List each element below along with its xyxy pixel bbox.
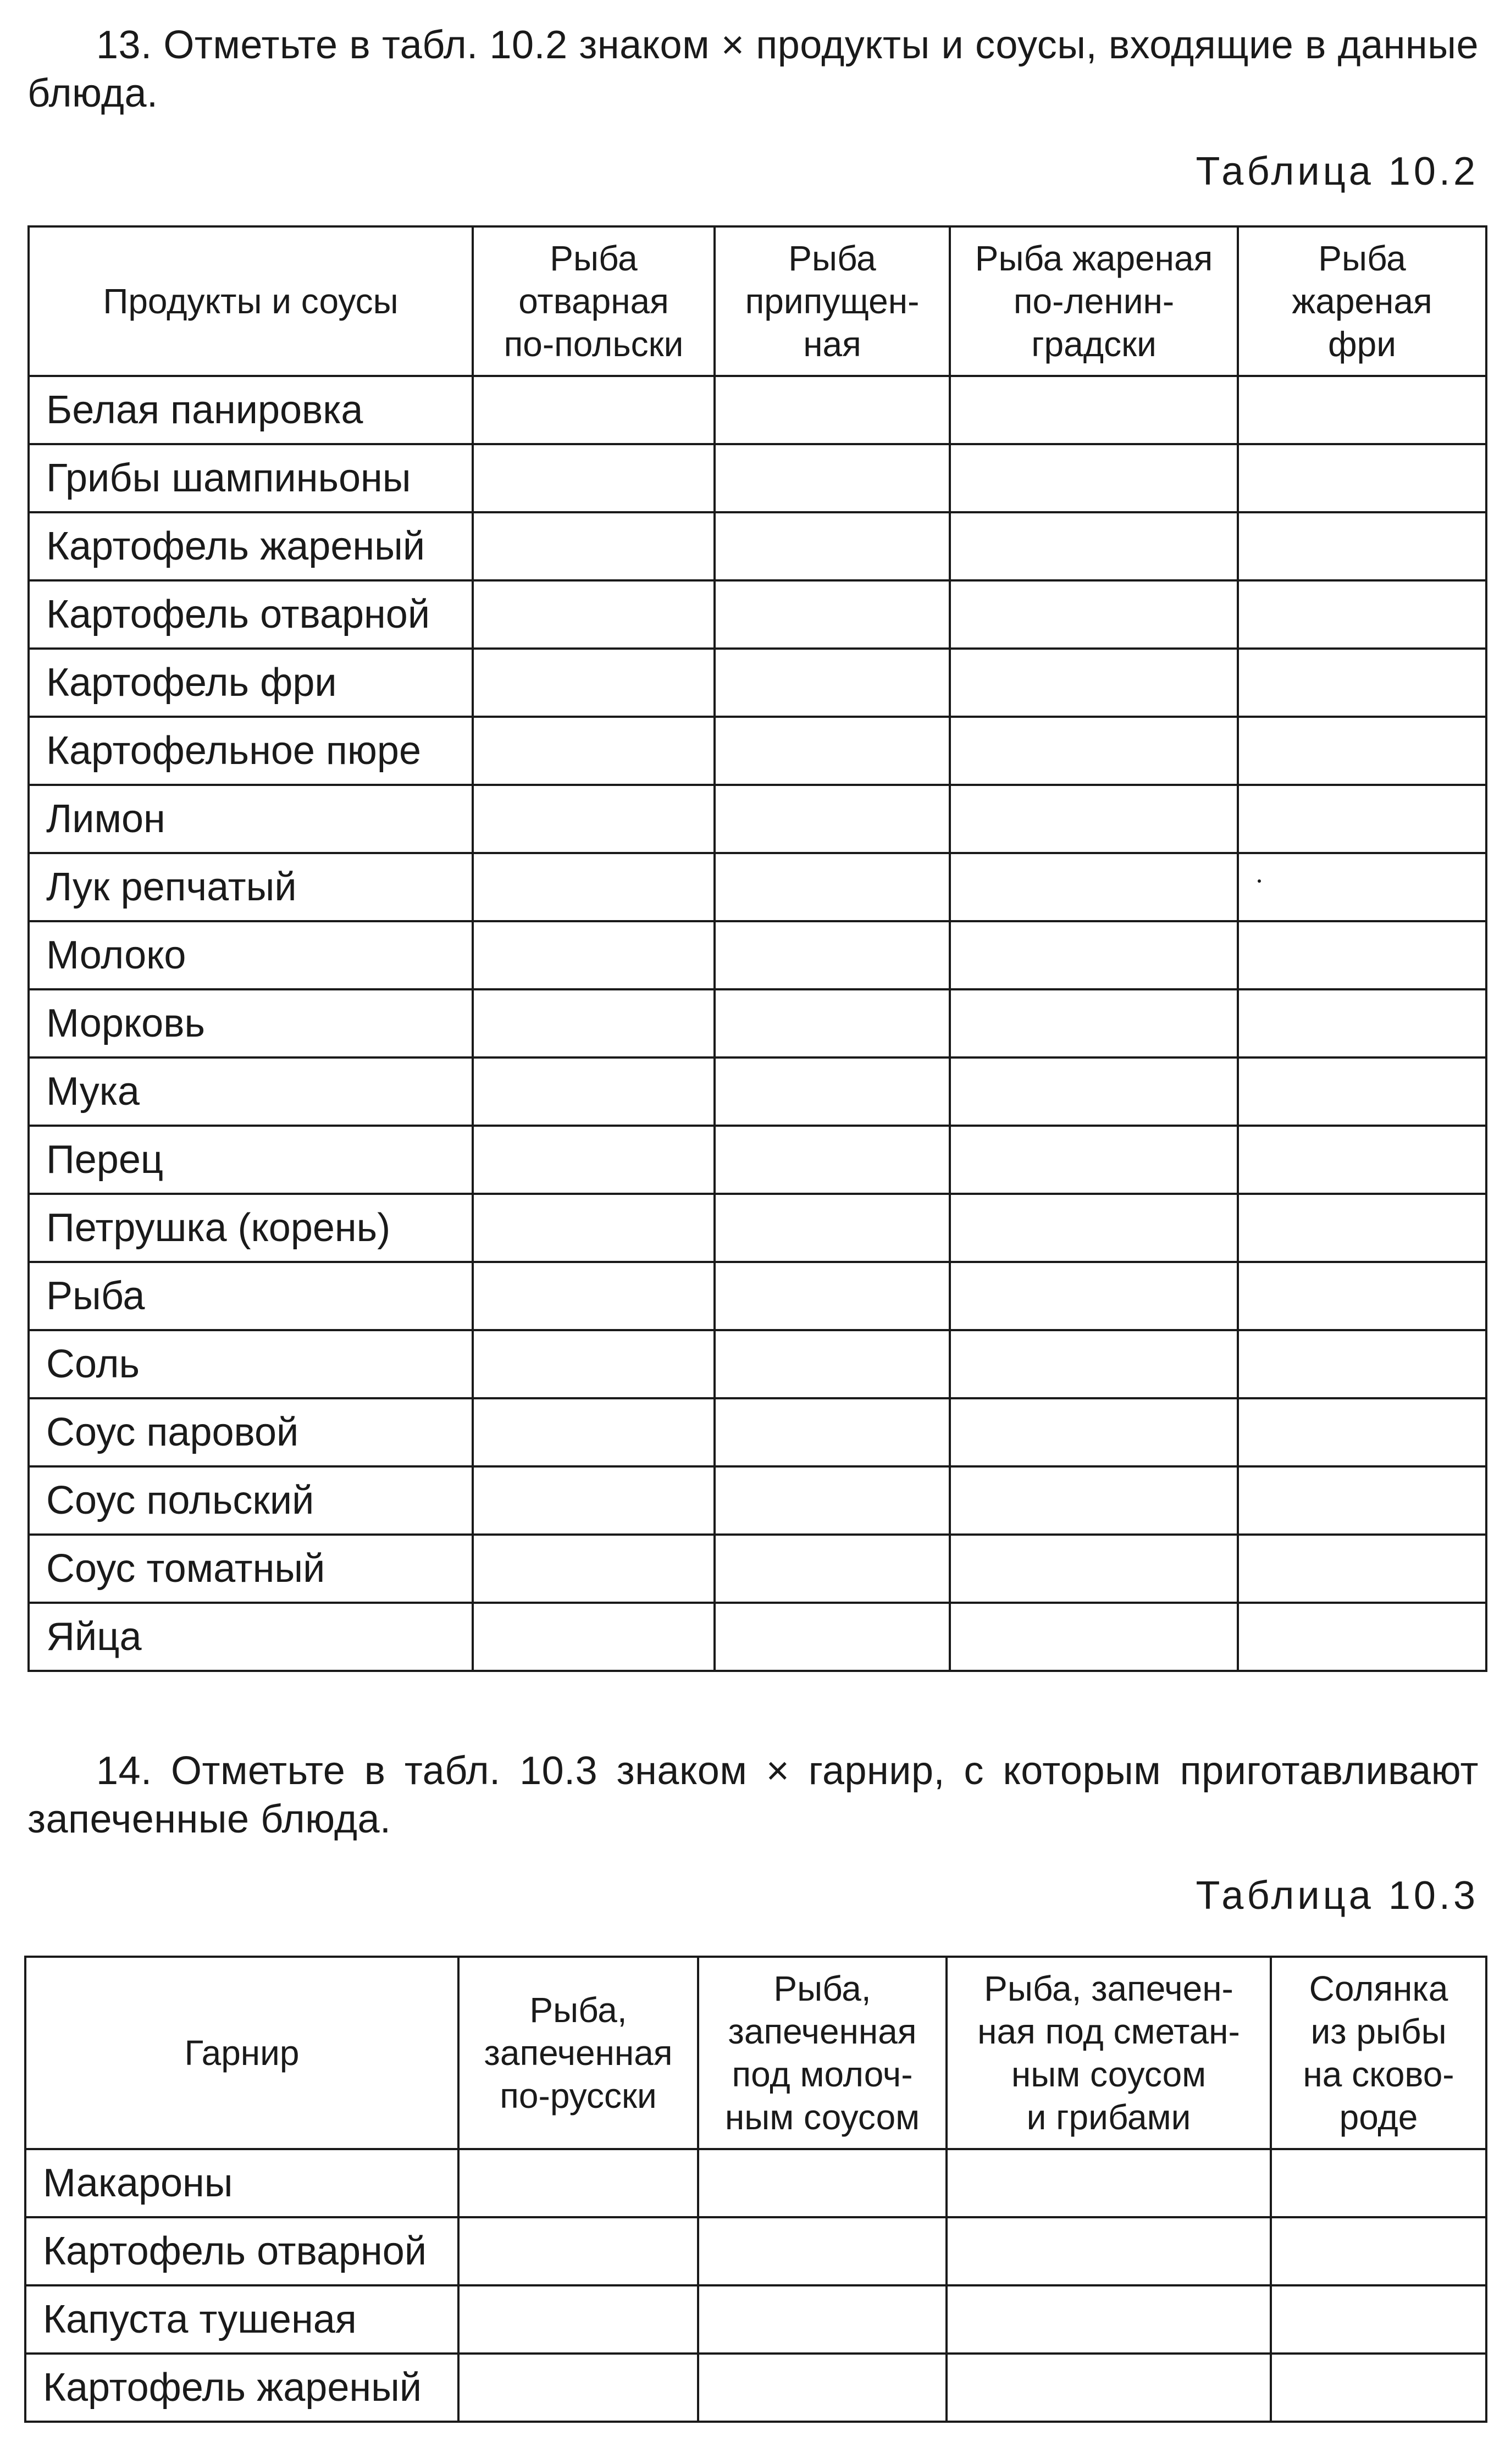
row-label: Соус паровой (29, 1398, 473, 1466)
mark-cell[interactable] (1238, 1126, 1486, 1194)
row-label: Петрушка (корень) (29, 1194, 473, 1262)
row-label: Морковь (29, 989, 473, 1057)
mark-cell[interactable] (1238, 1603, 1486, 1671)
mark-cell[interactable] (473, 444, 715, 512)
table-row (25, 2217, 1486, 2285)
mark-cell[interactable] (715, 1194, 950, 1262)
mark-cell[interactable] (715, 1398, 950, 1466)
mark-cell[interactable] (1238, 1398, 1486, 1466)
mark-cell[interactable] (1238, 649, 1486, 717)
mark-cell[interactable] (715, 1057, 950, 1126)
mark-cell[interactable] (950, 580, 1238, 649)
mark-cell[interactable] (950, 853, 1238, 921)
mark-cell[interactable] (1271, 2217, 1486, 2285)
task-14-text: 14. Отметьте в табл. 10.3 знаком × гарнир, с которым приготавливают запеченные блюда. (27, 1749, 1479, 1841)
table-10-2-header-row (29, 226, 1486, 376)
row-label: Лук репчатый (29, 853, 473, 921)
mark-cell[interactable] (1271, 2285, 1486, 2354)
mark-cell[interactable] (1238, 717, 1486, 785)
mark-cell[interactable] (950, 376, 1238, 444)
mark-cell[interactable] (715, 1535, 950, 1603)
mark-cell[interactable] (715, 1466, 950, 1535)
mark-cell[interactable] (715, 512, 950, 580)
mark-cell[interactable] (1238, 921, 1486, 989)
table-row (29, 1330, 1486, 1398)
row-label: Капуста тушеная (25, 2285, 458, 2354)
mark-cell[interactable] (458, 2217, 698, 2285)
mark-cell[interactable] (950, 1466, 1238, 1535)
mark-cell[interactable] (458, 2354, 698, 2422)
mark-cell[interactable] (473, 649, 715, 717)
table-10-3-caption: Таблица 10.3 (1196, 1874, 1479, 1918)
mark-cell[interactable] (950, 1398, 1238, 1466)
mark-cell[interactable] (715, 921, 950, 989)
mark-cell[interactable] (947, 2354, 1271, 2422)
row-label: Картофельное пюре (29, 717, 473, 785)
mark-cell[interactable] (1238, 1057, 1486, 1126)
mark-cell[interactable] (1238, 1194, 1486, 1262)
header-products-and-sauces: Продукты и соусы (29, 226, 473, 376)
mark-cell[interactable] (950, 1194, 1238, 1262)
header-fish-solyanka-pan: Солянка из рыбы на сково- роде (1271, 1957, 1486, 2149)
mark-cell[interactable] (698, 2354, 947, 2422)
header-fish-poached: Рыба припущен- ная (715, 226, 950, 376)
mark-cell[interactable] (1238, 853, 1486, 921)
mark-cell[interactable] (715, 1330, 950, 1398)
table-row (29, 1126, 1486, 1194)
mark-cell[interactable] (950, 1262, 1238, 1330)
mark-cell[interactable] (473, 1126, 715, 1194)
mark-cell[interactable] (473, 1330, 715, 1398)
mark-cell[interactable] (473, 1057, 715, 1126)
mark-cell[interactable] (715, 1262, 950, 1330)
mark-cell[interactable] (473, 921, 715, 989)
mark-cell[interactable] (473, 1398, 715, 1466)
table-row (29, 1603, 1486, 1671)
mark-cell[interactable] (1271, 2149, 1486, 2217)
table-row (29, 376, 1486, 444)
mark-cell[interactable] (947, 2149, 1271, 2217)
mark-cell[interactable] (698, 2285, 947, 2354)
mark-cell[interactable] (458, 2149, 698, 2217)
header-fish-baked-sour-cream-mushrooms: Рыба, запечен- ная под сметан- ным соусом и грибами (947, 1957, 1271, 2149)
table-row (25, 2285, 1486, 2354)
table-row (29, 853, 1486, 921)
mark-cell[interactable] (473, 853, 715, 921)
header-fish-baked-milk-sauce: Рыба, запеченная под молоч- ным соусом (698, 1957, 947, 2149)
table-10-3-header-row (25, 1957, 1486, 2149)
task-13-text: 13. Отметьте в табл. 10.2 знаком × продукты и соусы, входящие в данные блюда. (27, 23, 1479, 115)
row-label: Перец (29, 1126, 473, 1194)
table-row (29, 1466, 1486, 1535)
mark-cell[interactable] (473, 785, 715, 853)
table-row (29, 649, 1486, 717)
mark-cell[interactable] (950, 921, 1238, 989)
mark-cell[interactable] (950, 444, 1238, 512)
row-label: Белая панировка (29, 376, 473, 444)
table-row (29, 512, 1486, 580)
mark-cell[interactable] (1238, 1466, 1486, 1535)
mark-cell[interactable] (1238, 376, 1486, 444)
mark-cell[interactable] (473, 1262, 715, 1330)
mark-cell[interactable] (715, 1603, 950, 1671)
mark-cell[interactable] (473, 512, 715, 580)
table-10-3 (24, 1956, 1487, 2423)
mark-cell[interactable] (715, 376, 950, 444)
mark-cell[interactable] (950, 1603, 1238, 1671)
row-label: Макароны (25, 2149, 458, 2217)
mark-cell[interactable] (473, 1603, 715, 1671)
row-label: Картофель фри (29, 649, 473, 717)
header-garnish: Гарнир (25, 1957, 458, 2149)
mark-cell[interactable] (715, 785, 950, 853)
table-row (25, 2149, 1486, 2217)
table-row (29, 989, 1486, 1057)
row-label: Картофель жареный (25, 2354, 458, 2422)
table-row (29, 444, 1486, 512)
mark-cell[interactable] (698, 2217, 947, 2285)
mark-cell[interactable] (1238, 512, 1486, 580)
table-row (29, 1398, 1486, 1466)
mark-cell[interactable] (950, 717, 1238, 785)
mark-cell[interactable] (1238, 1535, 1486, 1603)
print-speck (1258, 879, 1261, 883)
mark-cell[interactable] (715, 580, 950, 649)
mark-cell[interactable] (1271, 2354, 1486, 2422)
table-row (29, 921, 1486, 989)
mark-cell[interactable] (715, 1126, 950, 1194)
header-fish-baked-russian: Рыба, запеченная по-русски (458, 1957, 698, 2149)
mark-cell[interactable] (950, 512, 1238, 580)
mark-cell[interactable] (473, 717, 715, 785)
mark-cell[interactable] (947, 2285, 1271, 2354)
mark-cell[interactable] (950, 989, 1238, 1057)
table-row (29, 1262, 1486, 1330)
mark-cell[interactable] (950, 649, 1238, 717)
row-label: Грибы шампиньоны (29, 444, 473, 512)
mark-cell[interactable] (473, 1466, 715, 1535)
row-label: Картофель отварной (29, 580, 473, 649)
row-label: Лимон (29, 785, 473, 853)
mark-cell[interactable] (1238, 989, 1486, 1057)
table-10-2 (27, 225, 1487, 1672)
table-row (29, 1194, 1486, 1262)
mark-cell[interactable] (473, 1194, 715, 1262)
table-row (29, 1535, 1486, 1603)
mark-cell[interactable] (715, 649, 950, 717)
mark-cell[interactable] (1238, 1330, 1486, 1398)
row-label: Соус польский (29, 1466, 473, 1535)
mark-cell[interactable] (950, 1330, 1238, 1398)
mark-cell[interactable] (947, 2217, 1271, 2285)
mark-cell[interactable] (950, 1126, 1238, 1194)
mark-cell[interactable] (458, 2285, 698, 2354)
mark-cell[interactable] (715, 444, 950, 512)
row-label: Молоко (29, 921, 473, 989)
mark-cell[interactable] (1238, 785, 1486, 853)
row-label: Соль (29, 1330, 473, 1398)
mark-cell[interactable] (473, 580, 715, 649)
mark-cell[interactable] (473, 376, 715, 444)
row-label: Рыба (29, 1262, 473, 1330)
header-fish-fried-fry: Рыба жареная фри (1238, 226, 1486, 376)
row-label: Картофель жареный (29, 512, 473, 580)
mark-cell[interactable] (1238, 444, 1486, 512)
row-label: Яйца (29, 1603, 473, 1671)
mark-cell[interactable] (715, 717, 950, 785)
table-row (29, 580, 1486, 649)
mark-cell[interactable] (715, 853, 950, 921)
mark-cell[interactable] (473, 989, 715, 1057)
header-fish-boiled-polish: Рыба отварная по-польски (473, 226, 715, 376)
mark-cell[interactable] (950, 1057, 1238, 1126)
row-label: Соус томатный (29, 1535, 473, 1603)
mark-cell[interactable] (698, 2149, 947, 2217)
table-row (29, 1057, 1486, 1126)
table-row (29, 785, 1486, 853)
mark-cell[interactable] (473, 1535, 715, 1603)
row-label: Картофель отварной (25, 2217, 458, 2285)
mark-cell[interactable] (715, 989, 950, 1057)
mark-cell[interactable] (950, 785, 1238, 853)
table-10-2-caption: Таблица 10.2 (1196, 149, 1479, 193)
mark-cell[interactable] (1238, 580, 1486, 649)
table-row (29, 717, 1486, 785)
table-row (25, 2354, 1486, 2422)
row-label: Мука (29, 1057, 473, 1126)
mark-cell[interactable] (950, 1535, 1238, 1603)
mark-cell[interactable] (1238, 1262, 1486, 1330)
header-fish-fried-leningrad: Рыба жареная по-ленин- градски (950, 226, 1238, 376)
